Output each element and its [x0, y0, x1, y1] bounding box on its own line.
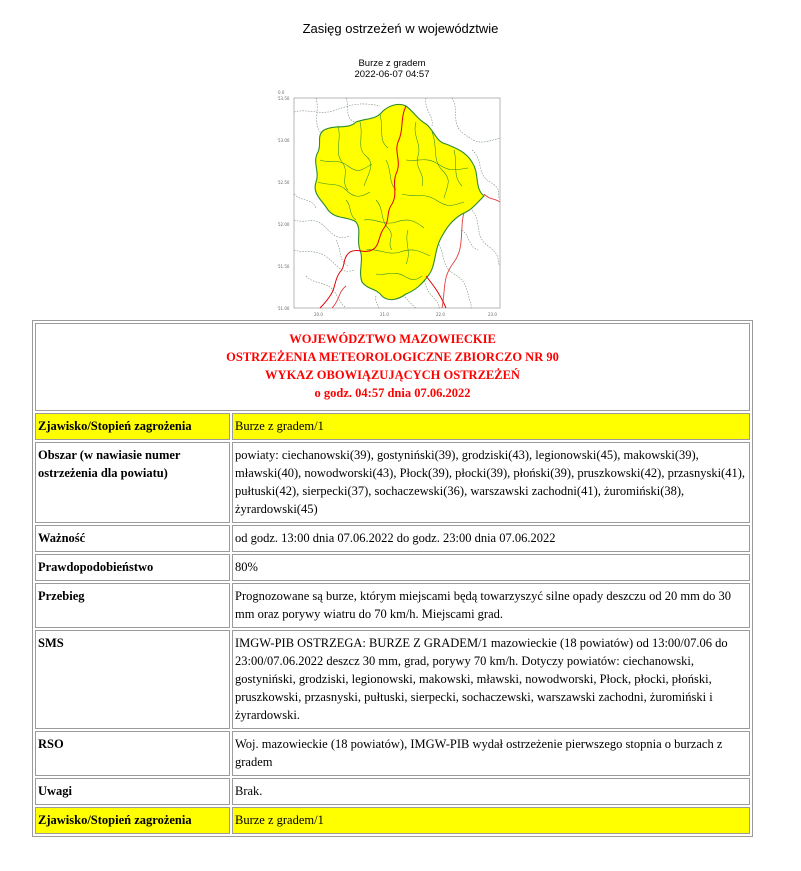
row-label: Ważność	[35, 525, 230, 552]
y-tick: 52.50	[278, 180, 290, 185]
row-value: 80%	[232, 554, 750, 581]
row-phenomenon-bottom	[35, 807, 750, 834]
header-list-title: WYKAZ OBOWIĄZUJĄCYCH OSTRZEŻEŃ	[265, 368, 520, 382]
warning-header	[35, 323, 750, 411]
warning-table	[32, 320, 753, 837]
header-row	[35, 323, 750, 411]
header-time: o godz. 04:57 dnia 07.06.2022	[314, 386, 471, 400]
row-remarks	[35, 778, 750, 805]
row-value: Burze z gradem/1	[232, 413, 750, 440]
row-value: IMGW-PIB OSTRZEGA: BURZE Z GRADEM/1 mazowieckie (18 powiatów) od 13:00/07.06 do 23:00/07.06.2022 deszcz 30 mm, grad, porywy 70 km/h. Dotyczy powiatów: ciechanowski, gostyniński, grodziski, legionowski, makowski, mławski, nowodworski, Płock, płocki, płoński, pruszkowski, przasnyski, pułtuski, sierpecki, sochaczewski, warszawski zachodni, żuromiński i żyrardowski.	[232, 630, 750, 729]
row-label: Uwagi	[35, 778, 230, 805]
y-tick: 53.50	[278, 96, 290, 101]
corner-label: 0.0	[278, 90, 285, 95]
row-area	[35, 442, 750, 523]
x-tick: 20.0	[314, 312, 323, 317]
warning-map	[276, 90, 508, 322]
row-value: od godz. 13:00 dnia 07.06.2022 do godz. 23:00 dnia 07.06.2022	[232, 525, 750, 552]
row-probability	[35, 554, 750, 581]
header-voivodeship: WOJEWÓDZTWO MAZOWIECKIE	[289, 332, 496, 346]
row-rso	[35, 731, 750, 776]
row-label: Przebieg	[35, 583, 230, 628]
warning-map-svg	[276, 90, 508, 322]
row-label: Zjawisko/Stopień zagrożenia	[35, 807, 230, 834]
row-value: Woj. mazowieckie (18 powiatów), IMGW-PIB wydał ostrzeżenie pierwszego stopnia o burzach z gradem	[232, 731, 750, 776]
row-value: Prognozowane są burze, którym miejscami będą towarzyszyć silne opady deszczu od 20 mm do 30 mm oraz porywy wiatru do 70 km/h. Miejscami grad.	[232, 583, 750, 628]
header-bulletin: OSTRZEŻENIA METEOROLOGICZNE ZBIORCZO NR 90	[226, 350, 559, 364]
row-label: Zjawisko/Stopień zagrożenia	[35, 413, 230, 440]
row-phenomenon-top	[35, 413, 750, 440]
y-tick: 51.00	[278, 306, 290, 311]
page-title: Zasięg ostrzeżeń w województwie	[302, 21, 499, 36]
x-tick: 23.0	[488, 312, 497, 317]
row-validity	[35, 525, 750, 552]
map-datetime: 2022-06-07 04:57	[354, 69, 430, 80]
y-tick: 52.00	[278, 222, 290, 227]
row-label: RSO	[35, 731, 230, 776]
row-value: powiaty: ciechanowski(39), gostyniński(39), grodziski(43), legionowski(45), makowski(39), mławski(40), nowodworski(43), Płock(39), płocki(39), płoński(39), pruszkowski(42), przasnyski(41), pułtuski(42), sierpecki(37), sochaczewski(36), warszawski zachodni(41), żuromiński(38), żyrardowski(45)	[232, 442, 750, 523]
map-phenomenon: Burze z gradem	[358, 58, 426, 69]
row-label: Prawdopodobieństwo	[35, 554, 230, 581]
y-tick: 53.00	[278, 138, 290, 143]
x-tick: 22.0	[436, 312, 445, 317]
row-value: Brak.	[232, 778, 750, 805]
x-tick: 21.0	[380, 312, 389, 317]
row-label: Obszar (w nawiasie numer ostrzeżenia dla powiatu)	[35, 442, 230, 523]
row-value: Burze z gradem/1	[232, 807, 750, 834]
row-course	[35, 583, 750, 628]
row-sms	[35, 630, 750, 729]
map-caption	[0, 58, 784, 80]
y-tick: 51.50	[278, 264, 290, 269]
row-label: SMS	[35, 630, 230, 729]
